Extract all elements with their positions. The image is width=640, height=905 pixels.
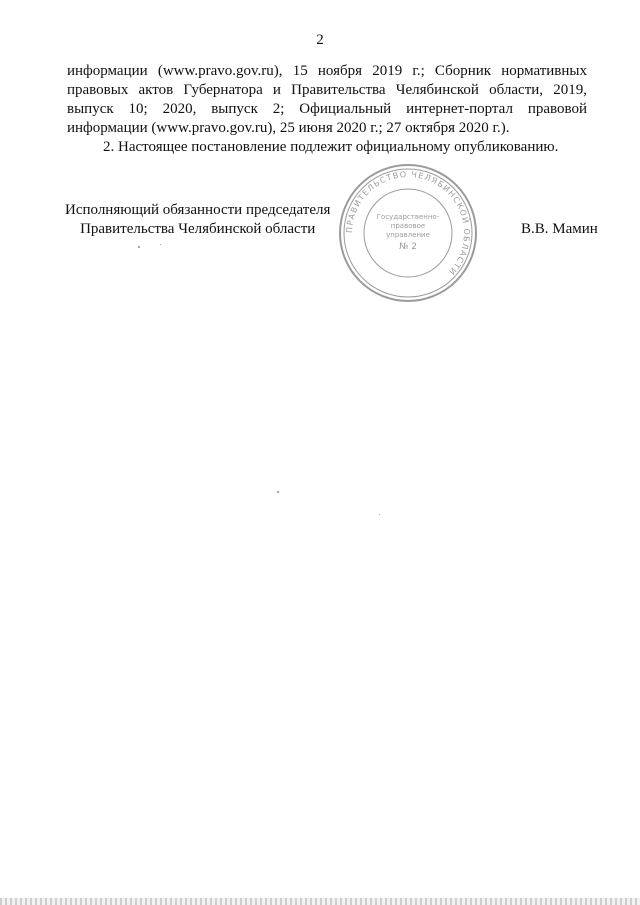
official-seal-stamp [336,161,480,305]
signatory-position-line-1: Исполняющий обязанности председателя [65,202,331,218]
seal-center-line-1: Государственно- [376,213,440,221]
document-body [67,62,587,157]
scan-speck [277,491,279,493]
page-number: 2 [316,32,324,48]
scan-speck [160,244,161,245]
seal-center-line-4: № 2 [399,242,417,252]
scan-speck [379,514,380,515]
signatory-position-line-2: Правительства Челябинской области [80,221,316,237]
paragraph-2: 2. Настоящее постановление подлежит официальному опубликованию. [103,139,559,155]
seal-center-line-3: управление [386,231,430,239]
signatory-position [65,201,330,239]
scan-bottom-edge [0,898,640,905]
paragraph-1: информации (www.pravo.gov.ru), 15 ноября 2019 г.; Сборник нормативных правовых актов Губернатора и Правительства Челябинской области, 2019, выпуск 10; 2020, выпуск 2; Официальный интернет-портал правовой информации (www.pravo.gov.ru), 25 июня 2020 г.; 27 октября 2020 г.). [67,63,587,136]
signatory-name: В.В. Мамин [521,221,598,237]
seal-ring-text: ПРАВИТЕЛЬСТВО ЧЕЛЯБИНСКОЙ ОБЛАСТИ [344,169,472,278]
seal-center-line-2: правовое [390,222,426,230]
scan-speck [138,246,140,248]
